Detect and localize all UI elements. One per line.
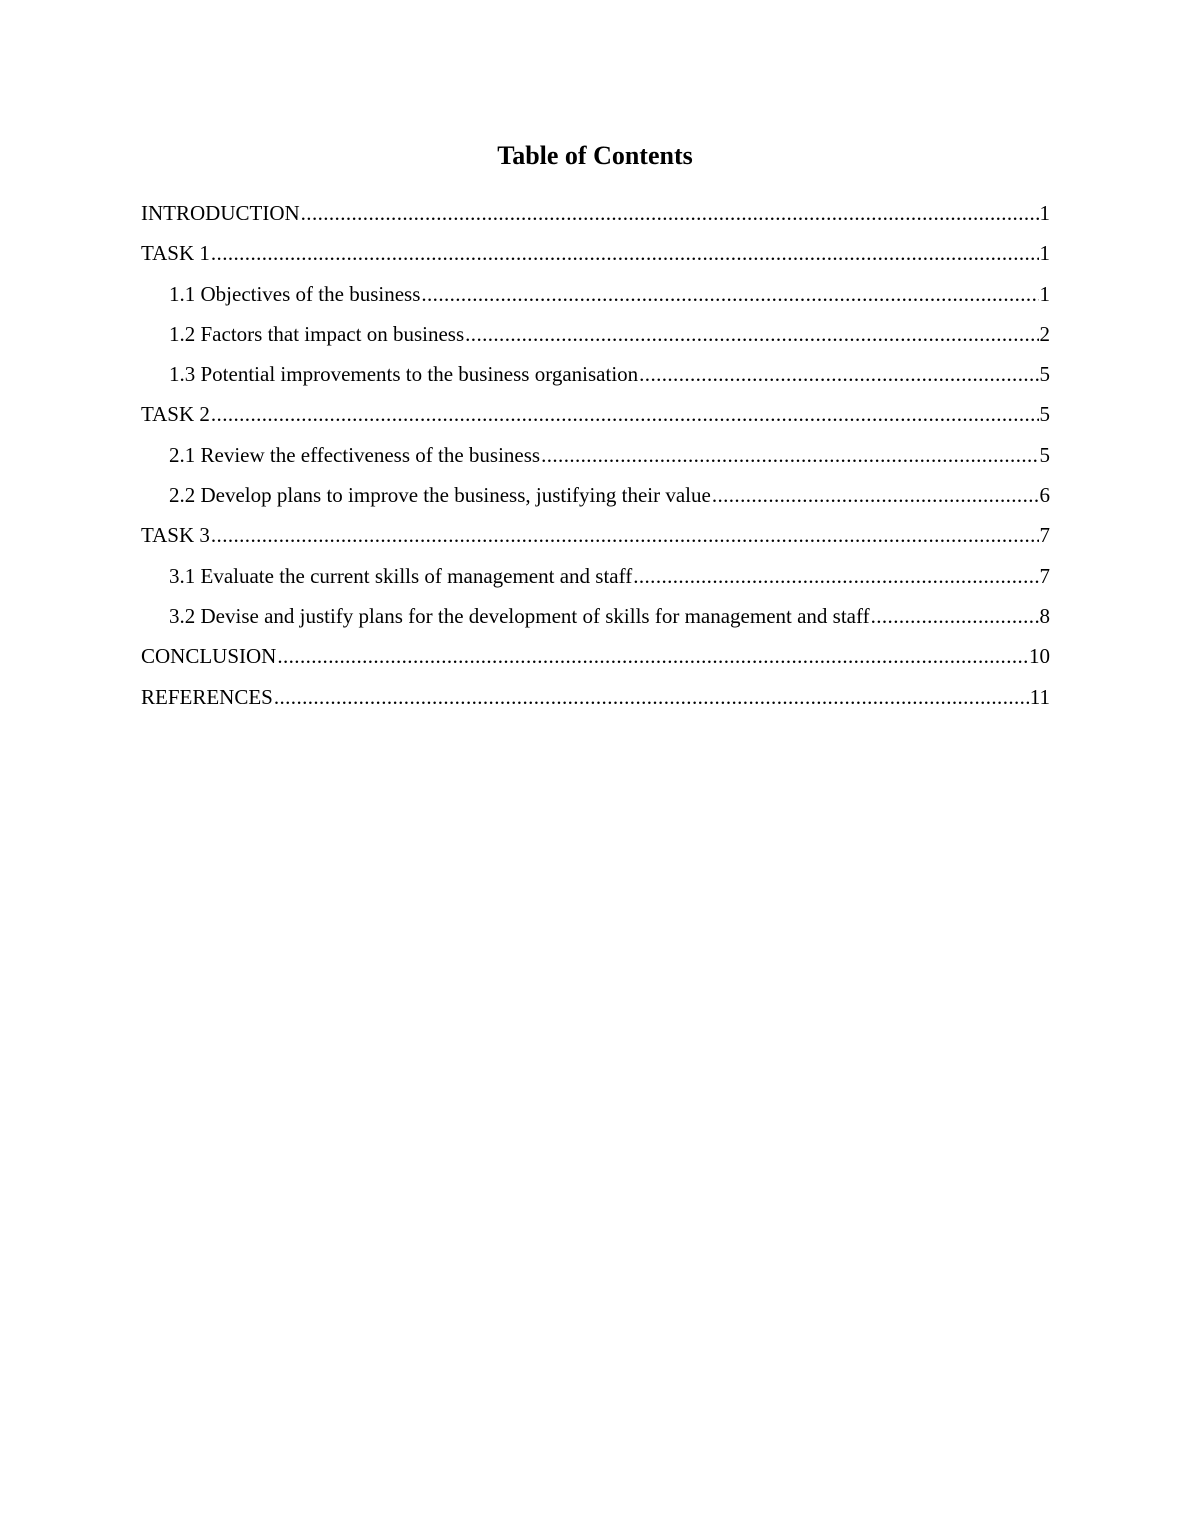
toc-entry-label: 3.2 Devise and justify plans for the development of skills for management and staff bbox=[169, 603, 870, 628]
toc-dot-leader bbox=[633, 559, 1038, 593]
toc-entry-1-1[interactable] bbox=[141, 277, 1050, 317]
toc-entry-label: CONCLUSION bbox=[141, 644, 277, 669]
toc-entry-page: 2 bbox=[1039, 321, 1050, 346]
toc-entry-1-2[interactable] bbox=[141, 317, 1050, 357]
toc-entry-label: TASK 2 bbox=[141, 402, 210, 427]
toc-entry-task-3[interactable] bbox=[141, 518, 1050, 558]
toc-dot-leader bbox=[639, 357, 1038, 391]
toc-entry-conclusion[interactable] bbox=[141, 639, 1050, 679]
toc-entry-label: 3.1 Evaluate the current skills of management and staff bbox=[169, 563, 633, 588]
toc-dot-leader bbox=[465, 317, 1038, 351]
toc-entry-page: 5 bbox=[1039, 362, 1050, 387]
toc-entry-label: 1.3 Potential improvements to the business organisation bbox=[169, 362, 639, 387]
toc-entry-page: 8 bbox=[1039, 603, 1050, 628]
toc-entry-page: 7 bbox=[1039, 563, 1050, 588]
toc-dot-leader bbox=[211, 518, 1039, 552]
toc-dot-leader bbox=[871, 599, 1039, 633]
toc-entry-page: 11 bbox=[1029, 684, 1050, 709]
toc-entry-page: 5 bbox=[1039, 402, 1050, 427]
toc-entry-label: TASK 1 bbox=[141, 241, 210, 266]
toc-entry-label: 1.2 Factors that impact on business bbox=[169, 321, 465, 346]
toc-dot-leader bbox=[421, 277, 1038, 311]
toc-entry-label: TASK 3 bbox=[141, 523, 210, 548]
toc-entry-3-1[interactable] bbox=[141, 559, 1050, 599]
toc-entry-page: 1 bbox=[1039, 241, 1050, 266]
toc-entry-task-1[interactable] bbox=[141, 236, 1050, 276]
toc-dot-leader bbox=[541, 438, 1038, 472]
toc-entry-label: 2.1 Review the effectiveness of the business bbox=[169, 442, 541, 467]
toc-title: Table of Contents bbox=[497, 141, 693, 170]
toc-entry-3-2[interactable] bbox=[141, 599, 1050, 639]
toc-entry-1-3[interactable] bbox=[141, 357, 1050, 397]
toc-entry-references[interactable] bbox=[141, 680, 1050, 720]
toc-dot-leader bbox=[277, 639, 1028, 673]
toc-dot-leader bbox=[211, 236, 1039, 270]
toc-entry-page: 1 bbox=[1039, 201, 1050, 225]
toc-entry-page: 6 bbox=[1039, 483, 1050, 508]
toc-dot-leader bbox=[274, 680, 1029, 714]
toc-entry-2-1[interactable] bbox=[141, 438, 1050, 478]
toc-entry-2-2[interactable] bbox=[141, 478, 1050, 518]
toc-entry-introduction[interactable] bbox=[141, 196, 1050, 236]
toc-entry-page: 5 bbox=[1039, 442, 1050, 467]
toc-dot-leader bbox=[301, 196, 1039, 230]
toc-entry-label: 1.1 Objectives of the business bbox=[169, 281, 421, 306]
toc-entry-page: 1 bbox=[1039, 281, 1050, 306]
toc-dot-leader bbox=[712, 478, 1039, 512]
toc-entry-label: 2.2 Develop plans to improve the business, justifying their value bbox=[169, 483, 711, 508]
toc-list bbox=[141, 196, 1050, 720]
toc-entry-label: INTRODUCTION bbox=[141, 201, 300, 225]
toc-entry-page: 7 bbox=[1039, 523, 1050, 548]
toc-dot-leader bbox=[211, 397, 1039, 431]
toc-entry-label: REFERENCES bbox=[141, 684, 273, 709]
toc-entry-task-2[interactable] bbox=[141, 397, 1050, 437]
toc-entry-page: 10 bbox=[1029, 644, 1050, 669]
